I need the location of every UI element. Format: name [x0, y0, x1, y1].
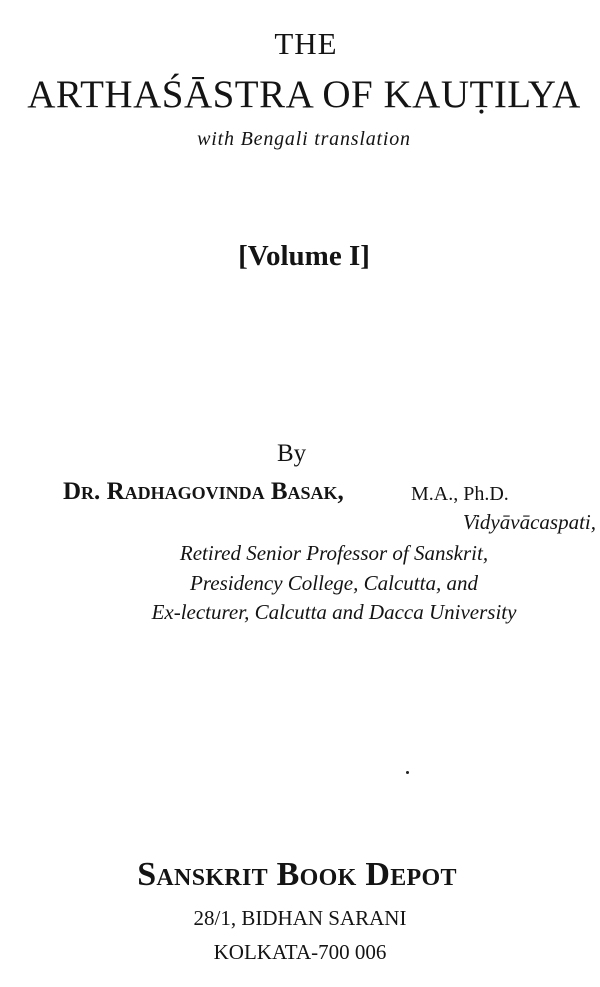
author-last-name: Basak,	[270, 478, 344, 505]
author-credential-1: Retired Senior Professor of Sanskrit,	[179, 541, 489, 565]
book-subtitle: with Bengali translation	[197, 128, 411, 150]
by-label: By	[277, 440, 307, 467]
author-credential-3: Ex-lecturer, Calcutta and Dacca University	[151, 600, 517, 624]
publisher-name: Sanskrit Book Depot	[137, 856, 457, 893]
author-name	[63, 478, 344, 506]
author-credential-2: Presidency College, Calcutta, and	[190, 571, 478, 595]
author-honorific: Vidyāvācaspati,	[462, 510, 596, 534]
ink-speck	[406, 771, 409, 774]
publisher-address-street: 28/1, BIDHAN SARANI	[193, 906, 407, 930]
author-degrees: M.A., Ph.D.	[411, 483, 509, 505]
book-title: ARTHAŚĀSTRA OF KAUṬILYA	[27, 73, 581, 116]
publisher-address-city: KOLKATA-700 006	[213, 940, 387, 964]
volume-label: [Volume I]	[238, 240, 370, 272]
title-article: THE	[274, 26, 338, 61]
author-prefix: Dr.	[63, 478, 101, 505]
author-first-name: Radhagovinda	[106, 478, 265, 505]
